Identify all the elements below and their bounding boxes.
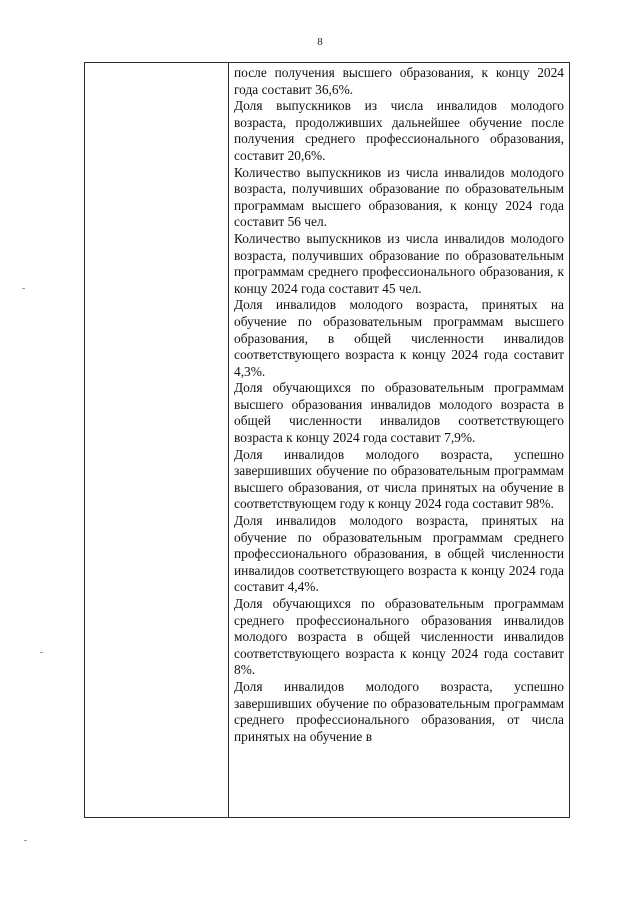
- paragraph-9: Доля инвалидов молодого возраста, успешно завершивших обучение по образовательным программам среднего профессионального образования, от числа принятых на обучение в: [234, 678, 564, 744]
- scan-speck: [22, 288, 25, 289]
- document-table: [84, 62, 570, 818]
- paragraph-7: Доля инвалидов молодого возраста, принятых на обучение по образовательным программам среднего профессионального образования, в общей численности инвалидов соответствующего возраста к концу 2024 года составит 4,4%.: [234, 513, 564, 595]
- scan-speck: [40, 652, 43, 653]
- paragraph-2: Количество выпускников из числа инвалидов молодого возраста, получивших образование по образовательным программам высшего образования, к концу 2024 года составит 56 чел.: [234, 164, 564, 230]
- paragraph-0: после получения высшего образования, к концу 2024 года составит 36,6%.: [234, 65, 564, 97]
- paragraph-1: Доля выпускников из числа инвалидов молодого возраста, продолживших дальнейшее обучение после получения среднего профессионального образования, составит 20,6%.: [234, 98, 564, 163]
- table-right-cell: [229, 63, 569, 817]
- paragraph-6: Доля инвалидов молодого возраста, успешно завершивших обучение по образовательным программам высшего образования, от числа принятых на обучение в соответствующем году к концу 2024 года составит 98%.: [234, 446, 564, 512]
- page-number: 8: [317, 36, 323, 48]
- scan-speck: [24, 840, 27, 841]
- table-left-cell: [85, 63, 229, 817]
- paragraph-4: Доля инвалидов молодого возраста, принятых на обучение по образовательным программам высшего образования, в общей численности инвалидов соответствующего возраста к концу 2024 года составит 4,3%.: [234, 297, 564, 379]
- paragraph-8: Доля обучающихся по образовательным программам среднего профессионального образования инвалидов молодого возраста в общей численности инвалидов соответствующего возраста к концу 2024 года составит 8%.: [234, 596, 564, 678]
- paragraph-5: Доля обучающихся по образовательным программам высшего образования инвалидов молодого возраста в общей численности инвалидов соответствующего возраста к концу 2024 года составит 7,9%.: [234, 380, 564, 446]
- paragraph-3: Количество выпускников из числа инвалидов молодого возраста, получивших образование по образовательным программам среднего профессионального образования, к концу 2024 года составит 45 чел.: [234, 230, 564, 296]
